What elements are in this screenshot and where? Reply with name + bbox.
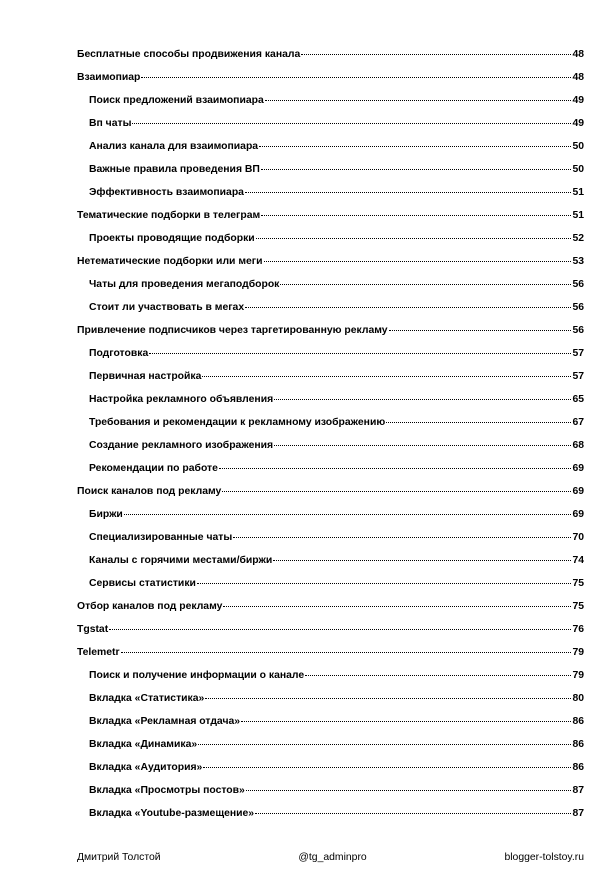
toc-entry[interactable] — [77, 371, 584, 394]
toc-entry-page: 87 — [572, 785, 584, 796]
toc-entry-title: Первичная настройка — [89, 371, 202, 382]
toc-entry[interactable] — [77, 785, 584, 808]
toc-dot-leader — [305, 675, 571, 676]
toc-entry-page: 87 — [572, 808, 584, 819]
toc-entry-page: 65 — [572, 394, 584, 405]
toc-entry-title: Бесплатные способы продвижения канала — [77, 49, 301, 60]
toc-entry-title: Рекомендации по работе — [89, 463, 218, 474]
toc-entry[interactable] — [77, 762, 584, 785]
page-footer — [77, 852, 584, 863]
toc-dot-leader — [389, 330, 572, 331]
toc-entry[interactable] — [77, 578, 584, 601]
toc-entry-title: Стоит ли участвовать в мегах — [89, 302, 245, 313]
toc-entry-page: 75 — [572, 578, 584, 589]
toc-entry-title: Подготовка — [89, 348, 149, 359]
table-of-contents — [77, 49, 584, 831]
toc-entry-title: Эффективность взаимопиара — [89, 187, 244, 198]
toc-dot-leader — [255, 813, 571, 814]
toc-dot-leader — [121, 652, 572, 653]
toc-entry-page: 56 — [572, 302, 584, 313]
toc-dot-leader — [261, 215, 571, 216]
toc-entry[interactable] — [77, 486, 584, 509]
footer-author: Дмитрий Толстой — [77, 852, 161, 863]
toc-entry[interactable] — [77, 532, 584, 555]
toc-entry-page: 79 — [572, 647, 584, 658]
toc-dot-leader — [141, 77, 571, 78]
toc-entry-title: Требования и рекомендации к рекламному изображению — [89, 417, 386, 428]
toc-entry-page: 76 — [572, 624, 584, 635]
toc-entry-page: 56 — [572, 325, 584, 336]
toc-dot-leader — [246, 790, 572, 791]
toc-entry-page: 50 — [572, 141, 584, 152]
toc-dot-leader — [233, 537, 571, 538]
toc-entry[interactable] — [77, 256, 584, 279]
toc-dot-leader — [245, 192, 571, 193]
toc-entry-page: 86 — [572, 762, 584, 773]
toc-entry[interactable] — [77, 348, 584, 371]
toc-entry[interactable] — [77, 233, 584, 256]
toc-entry-page: 51 — [572, 187, 584, 198]
toc-entry[interactable] — [77, 693, 584, 716]
toc-entry-page: 52 — [572, 233, 584, 244]
toc-entry-title: Tgstat — [77, 624, 109, 635]
toc-dot-leader — [223, 606, 571, 607]
toc-dot-leader — [222, 491, 571, 492]
toc-entry-page: 70 — [572, 532, 584, 543]
toc-entry[interactable] — [77, 394, 584, 417]
toc-entry[interactable] — [77, 417, 584, 440]
toc-entry[interactable] — [77, 210, 584, 233]
toc-dot-leader — [202, 376, 571, 377]
toc-dot-leader — [386, 422, 571, 423]
toc-dot-leader — [241, 721, 571, 722]
toc-entry-page: 67 — [572, 417, 584, 428]
toc-entry-title: Telemetr — [77, 647, 120, 658]
toc-entry-title: Биржи — [89, 509, 123, 520]
toc-entry-title: Сервисы статистики — [89, 578, 196, 589]
toc-entry[interactable] — [77, 463, 584, 486]
toc-entry-page: 74 — [572, 555, 584, 566]
toc-dot-leader — [280, 284, 571, 285]
toc-entry-title: Поиск каналов под рекламу — [77, 486, 222, 497]
footer-site: blogger-tolstoy.ru — [504, 852, 584, 863]
toc-entry-title: Поиск предложений взаимопиара — [89, 95, 264, 106]
toc-entry[interactable] — [77, 279, 584, 302]
toc-entry-title: Вкладка «Динамика» — [89, 739, 198, 750]
toc-entry-title: Важные правила проведения ВП — [89, 164, 260, 175]
toc-dot-leader — [301, 54, 571, 55]
toc-entry-title: Вкладка «Статистика» — [89, 693, 205, 704]
toc-entry[interactable] — [77, 808, 584, 831]
toc-dot-leader — [205, 698, 571, 699]
toc-entry[interactable] — [77, 739, 584, 762]
toc-entry-page: 57 — [572, 371, 584, 382]
toc-entry-title: Специализированные чаты — [89, 532, 233, 543]
toc-entry[interactable] — [77, 555, 584, 578]
toc-entry[interactable] — [77, 164, 584, 187]
toc-entry-page: 75 — [572, 601, 584, 612]
toc-entry[interactable] — [77, 601, 584, 624]
toc-dot-leader — [197, 583, 572, 584]
toc-entry-title: Анализ канала для взаимопиара — [89, 141, 259, 152]
toc-entry[interactable] — [77, 624, 584, 647]
toc-entry-title: Вкладка «Просмотры постов» — [89, 785, 245, 796]
toc-entry-page: 80 — [572, 693, 584, 704]
toc-dot-leader — [109, 629, 571, 630]
toc-entry-title: Нетематические подборки или меги — [77, 256, 263, 267]
toc-entry[interactable] — [77, 72, 584, 95]
toc-entry-page: 86 — [572, 739, 584, 750]
toc-dot-leader — [245, 307, 571, 308]
toc-entry-page: 69 — [572, 463, 584, 474]
toc-entry[interactable] — [77, 141, 584, 164]
toc-entry-page: 53 — [572, 256, 584, 267]
toc-entry-page: 56 — [572, 279, 584, 290]
toc-entry-title: Отбор каналов под рекламу — [77, 601, 223, 612]
toc-entry[interactable] — [77, 118, 584, 141]
toc-entry-page: 68 — [572, 440, 584, 451]
toc-entry[interactable] — [77, 716, 584, 739]
toc-dot-leader — [264, 261, 572, 262]
toc-entry-page: 51 — [572, 210, 584, 221]
toc-entry-page: 86 — [572, 716, 584, 727]
toc-entry-title: Настройка рекламного объявления — [89, 394, 274, 405]
toc-entry-page: 48 — [572, 49, 584, 60]
toc-entry[interactable] — [77, 325, 584, 348]
toc-dot-leader — [273, 560, 571, 561]
toc-entry-title: Тематические подборки в телеграм — [77, 210, 261, 221]
toc-entry[interactable] — [77, 302, 584, 325]
toc-dot-leader — [274, 445, 571, 446]
toc-entry-title: Проекты проводящие подборки — [89, 233, 255, 244]
toc-entry[interactable] — [77, 647, 584, 670]
toc-entry-title: Привлечение подписчиков через таргетированную рекламу — [77, 325, 388, 336]
footer-handle: @tg_adminpro — [298, 852, 367, 863]
toc-dot-leader — [149, 353, 571, 354]
toc-entry-page: 79 — [572, 670, 584, 681]
toc-dot-leader — [124, 514, 572, 515]
toc-entry-title: Чаты для проведения мегаподборок — [89, 279, 280, 290]
toc-entry-page: 57 — [572, 348, 584, 359]
toc-dot-leader — [132, 123, 571, 124]
toc-entry-title: Вп чаты — [89, 118, 132, 129]
toc-entry[interactable] — [77, 670, 584, 693]
toc-entry-page: 49 — [572, 118, 584, 129]
toc-entry-page: 69 — [572, 509, 584, 520]
toc-dot-leader — [198, 744, 571, 745]
toc-entry-page: 48 — [572, 72, 584, 83]
toc-entry[interactable] — [77, 95, 584, 118]
toc-entry-title: Создание рекламного изображения — [89, 440, 274, 451]
toc-dot-leader — [265, 100, 572, 101]
toc-dot-leader — [261, 169, 572, 170]
toc-entry-page: 50 — [572, 164, 584, 175]
toc-entry[interactable] — [77, 440, 584, 463]
toc-dot-leader — [259, 146, 571, 147]
toc-entry-page: 69 — [572, 486, 584, 497]
toc-entry-title: Поиск и получение информации о канале — [89, 670, 305, 681]
toc-entry[interactable] — [77, 509, 584, 532]
toc-entry[interactable] — [77, 187, 584, 210]
toc-entry-title: Вкладка «Youtube-размещение» — [89, 808, 255, 819]
toc-dot-leader — [256, 238, 572, 239]
toc-dot-leader — [274, 399, 571, 400]
toc-dot-leader — [203, 767, 571, 768]
toc-entry-title: Каналы с горячими местами/биржи — [89, 555, 273, 566]
toc-entry[interactable] — [77, 49, 584, 72]
toc-entry-title: Взаимопиар — [77, 72, 141, 83]
toc-entry-page: 49 — [572, 95, 584, 106]
toc-entry-title: Вкладка «Рекламная отдача» — [89, 716, 241, 727]
toc-dot-leader — [219, 468, 572, 469]
toc-entry-title: Вкладка «Аудитория» — [89, 762, 203, 773]
